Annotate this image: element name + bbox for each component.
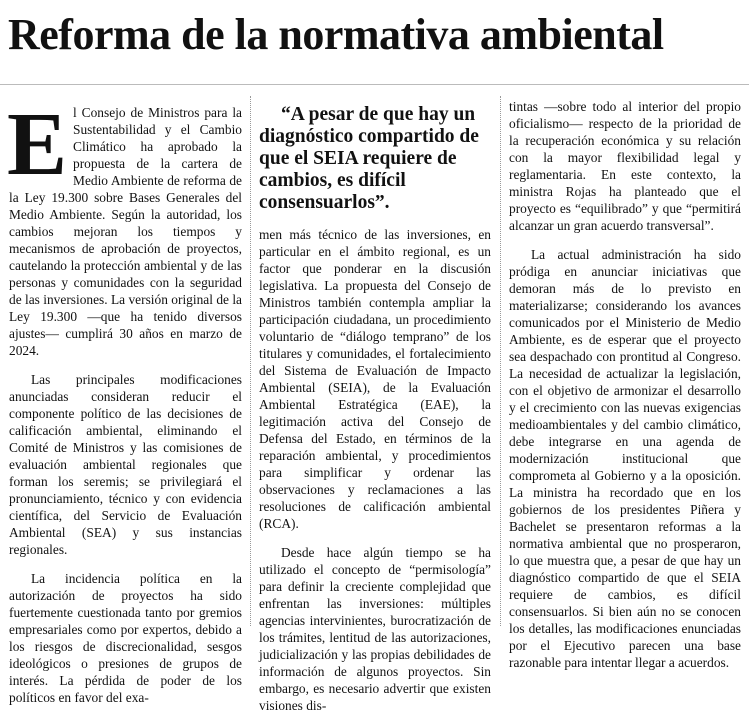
paragraph [7, 95, 242, 359]
paragraph: Las principales modificaciones anunciadas consideran reducir el componente político de las decisiones de calificación ambiental, eliminando el Comité de Ministros y las comisiones de evaluación ambiental regionales que forman los seremis; se privilegiará el pronunciamiento, técnico y con evidencia científica, del Servicio de Evaluación Ambiental (SEA) y sus instancias regionales. [9, 372, 242, 557]
article-title: Reforma de la normativa ambiental [8, 10, 664, 59]
column-3 [509, 98, 741, 683]
paragraph-text: l Consejo de Ministros para la Sustentabilidad y el Cambio Climático ha aprobado la propuesta de la cartera de Medio Ambiente de reforma de la Ley 19.300 sobre Bases Generales del Medio Ambiente. Según la autoridad, los cambios mejoran los tiempos y mecanismos de aprobación de proyectos, cautelando la protección ambiental y de las personas y comunidades con la seguridad de las inversiones. La versión original de la Ley 19.300 —que ha tenido diversos ajustes— cumplirá 30 años en marzo de 2024. [9, 105, 242, 358]
title-divider [0, 84, 749, 85]
paragraph: tintas —sobre todo al interior del propio oficialismo— respecto de la prioridad de la recuperación económica y su relación con la mayor flexibilidad legal y reglamentaria. En este contexto, la ministra Rojas ha planteado que el proyecto es “equilibrado” y que “permitirá alcanzar un gran acuerdo transversal”. [509, 99, 741, 233]
column-divider [250, 96, 251, 626]
pull-quote: “A pesar de que hay un diagnóstico compartido de que el SEIA requiere de cambios, es difícil consensuarlos”. [259, 104, 479, 213]
column-2 [259, 104, 491, 726]
column-divider [500, 96, 501, 626]
paragraph: La incidencia política en la autorización de proyectos ha sido fuertemente cuestionada tanto por gremios empresariales como por expertos, debido a los riesgos de discrecionalidad, sesgos ideológicos o presiones de grupos de interés. La pérdida de poder de los políticos en favor del exa- [9, 571, 242, 705]
paragraph: La actual administración ha sido pródiga en anunciar iniciativas que demoran más de lo previsto en materializarse; considerando los avances comunicados por el Ministerio de Medio Ambiente, es de esperar que el proyecto sea despachado con prontitud al Congreso. La necesidad de actualizar la legislación, con el objetivo de armonizar el desarrollo y el crecimiento con las nuevas exigencias medioambientales y del cambio climático, debe integrarse en una agenda de modernización institucional que comprometa al Gobierno y a la oposición. La ministra ha recordado que en los gobiernos de los presidentes Piñera y Bachelet se presentaron reformas a la normativa ambiental que no prosperaron, lo que muestra que, a pesar de que hay un diagnóstico compartido de que el SEIA requiere de cambios, es difícil consensuarlos. Si bien aún no se conocen los detalles, las modificaciones enunciadas por el Ejecutivo parecen una base razonable para intentar llegar a acuerdos. [509, 247, 741, 670]
paragraph: men más técnico de las inversiones, en particular en el ámbito regional, es un factor que ponderar en la discusión legislativa. La propuesta del Consejo de Ministros también contempla ampliar la participación ciudadana, un procedimiento voluntario de “diálogo temprano” de los titulares y comunidades, el fortalecimiento del Sistema de Evaluación de Impacto Ambiental (SEIA), de la Evaluación Ambiental Estratégica (EAE), la legitimación activa del Consejo de Defensa del Estado, en términos de la reparación ambiental, y procedimientos para simplificar y ordenar las observaciones y reclamaciones a las resoluciones de calificación ambiental (RCA). [259, 227, 491, 531]
drop-cap: E [7, 95, 68, 194]
paragraph: Desde hace algún tiempo se ha utilizado el concepto de “permisología” para definir la creciente complejidad que enfrentan las inversiones: múltiples agencias intervinientes, burocratización de los trámites, lentitud de las autorizaciones, judicialización y las propias debilidades de información de algunos proyectos. Sin embargo, es necesario advertir que existen visiones dis- [259, 545, 491, 713]
